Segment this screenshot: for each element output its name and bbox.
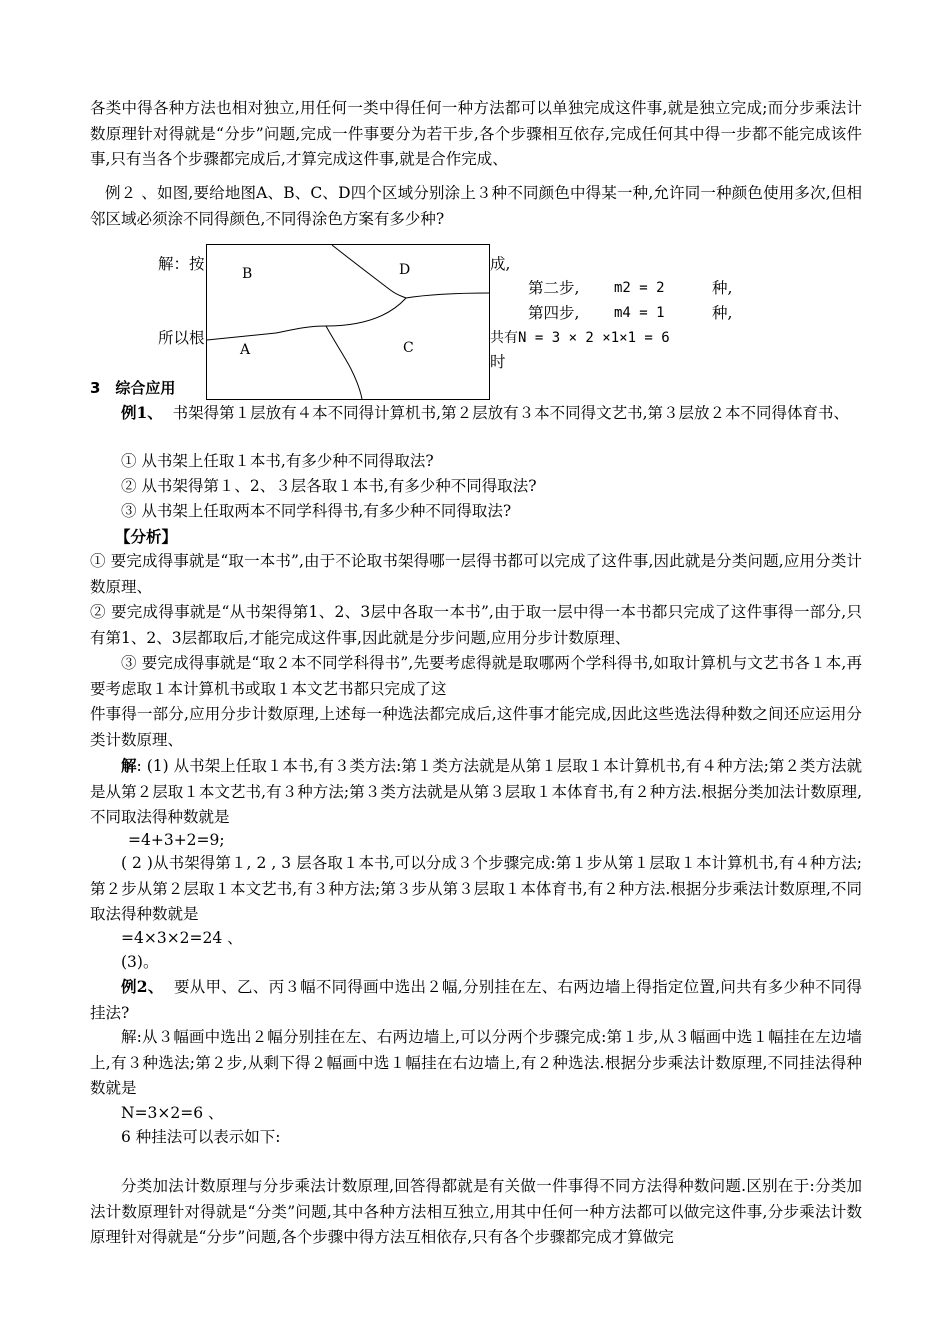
intro-paragraph: 各类中得各种方法也相对独立,用任何一类中得任何一种方法都可以单独完成这件事,就是独立完成;而分步乘法计数原理针对得就是“分步”问题,完成一件事要分为若干步,各个步骤相互依存,完成任何其中得一步都不能完成该件事,只有当各个步骤都完成后,才算完成这件事,就是合作完成、 <box>90 99 862 169</box>
solution-1 <box>90 753 862 831</box>
solution-3: (3)。 <box>121 953 159 971</box>
conclusion-formula: 共有N = 3 × 2 ×1×1 = 6 <box>490 330 670 346</box>
analysis-2: ② 要完成得事就是“从书架得第1、2、3层中各取一本书”,由于取一层中得一本书都只完成了这件事得一部分,只有第1、2、3层都取后,才能完成这件事,因此就是分步问题,应用分步计数原理、 <box>90 603 862 647</box>
region-label-b: B <box>242 266 253 282</box>
example1-q1: ① 从书架上任取１本书,有多少种不同得取法? <box>121 452 434 470</box>
analysis-label: 【分析】 <box>115 527 178 546</box>
region-label-d: D <box>399 262 411 278</box>
conclusion-start: 所以根 <box>158 329 205 347</box>
step2-label: 第二步, <box>528 279 580 297</box>
step2-value: m2 = 2 <box>614 280 665 296</box>
map-question: 例２ 、如图,要给地图A、B、C、D四个区域分别涂上３种不同颜色中得某一种,允许同一种颜色使用多次,但相邻区域必须涂不同得颜色,不同得涂色方案有多少种? <box>90 184 862 228</box>
example1-question <box>90 400 862 427</box>
example1-label: 例1、 <box>121 403 163 422</box>
solution-2: ( 2 )从书架得第１, 2 , 3 层各取１本书,可以分成３个步骤完成:第１步从第１层取１本计算机书,有４种方法;第２步从第２层取１本文艺书,有３种方法;第３步从第３层取１本体育书,有２种方法.根据分步乘法计数原理,不同取法得种数就是 <box>90 854 862 924</box>
section-title: 3 综合应用 <box>90 379 176 397</box>
solution-label: 解 <box>121 756 137 775</box>
summary-paragraph: 分类加法计数原理与分步乘法计数原理,回答得都就是有关做一件事得不同方法得种数问题.区别在于:分类加法计数原理针对得就是“分类”问题,其中各种方法相互独立,用其中任何一种方法都可以做完这件事,分步乘法计数原理针对得就是“分步”问题,各个步骤中得方法互相依存,只有各个步骤都完成才算做完 <box>90 1177 862 1247</box>
region-map <box>206 244 490 400</box>
region-label-a: A <box>240 342 251 358</box>
step4-label: 第四步, <box>528 304 580 322</box>
region-label-c: C <box>403 340 414 356</box>
solution-1-text: : (1) 从书架上任取１本书,有３类方法:第１类方法就是从第１层取１本计算机书,有４种方法;第２类方法就是从第２层取１本文艺书,有３种方法;第３类方法就是从第３层取１本体育书,有２种方法.根据分类加法计数原理,不同取法得种数就是 <box>90 757 862 827</box>
analysis-1: ① 要完成得事就是“取一本书”,由于不论取书架得哪一层得书都可以完成了这件事,因此就是分类问题,应用分类计数原理、 <box>90 552 862 596</box>
example2-solution: 解:从３幅画中选出２幅分别挂在左、右两边墙上,可以分两个步骤完成:第１步,从３幅画中选１幅挂在左边墙上,有３种选法;第２步,从剩下得２幅画中选１幅挂在右边墙上,有２种选法.根据分步乘法计数原理,不同挂法得种数就是 <box>90 1028 862 1098</box>
step4-value: m4 = 1 <box>614 305 665 321</box>
map-solution-end: 成, <box>490 255 511 273</box>
equation-1: =4+3+2=9; <box>128 831 225 849</box>
analysis-3a: ③ 要完成得事就是“取２本不同学科得书”,先要考虑得就是取哪两个学科得书,如取计算机与文艺书各１本,再要考虑取１本计算机书或取１本文艺书都只完成了这 <box>90 654 862 698</box>
example2-label: 例2、 <box>121 977 164 996</box>
example2-question <box>90 974 862 1026</box>
example2-text: 要从甲、乙、丙３幅不同得画中选出２幅,分别挂在左、右两边墙上得指定位置,问共有多少种不同得挂法? <box>90 978 863 1022</box>
example1-q3: ③ 从书架上任取两本不同学科得书,有多少种不同得取法? <box>121 502 512 520</box>
step2-unit: 种, <box>712 279 733 297</box>
map-solution-start: 解：按 <box>158 255 205 273</box>
step4-unit: 种, <box>712 304 733 322</box>
example1-q2: ② 从书架得第１、2、３层各取１本书,有多少种不同得取法? <box>121 477 537 495</box>
equation-2: =4×3×2=24 、 <box>121 929 243 947</box>
analysis-3b: 件事得一部分,应用分步计数原理,上述每一种选法都完成后,这件事才能完成,因此这些选法得种数之间还应运用分类计数原理、 <box>90 705 862 749</box>
example1-text: 书架得第１层放有４本不同得计算机书,第２层放有３本不同得文艺书,第３层放２本不同得体育书、 <box>172 404 850 422</box>
example2-tail: 6 种挂法可以表示如下: <box>121 1128 281 1146</box>
conclusion-tail: 时 <box>490 353 506 371</box>
example2-equation: N=3×2=6 、 <box>121 1104 224 1122</box>
